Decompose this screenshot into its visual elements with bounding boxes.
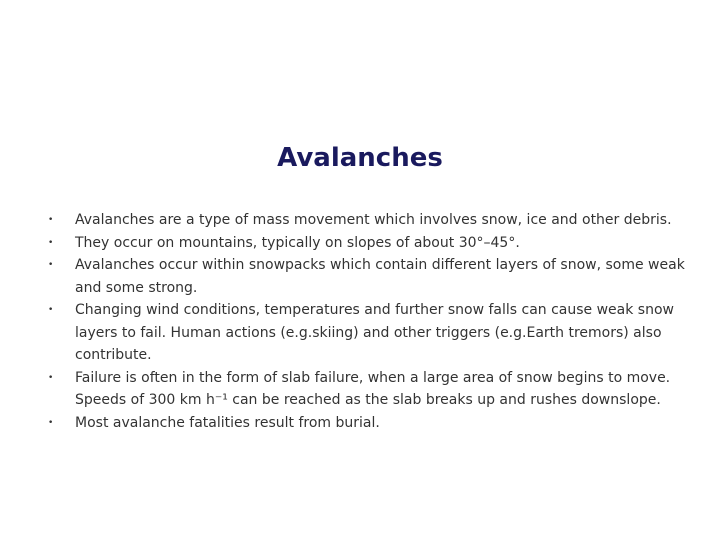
bullet-item [48,254,688,299]
bullet-text: Avalanches are a type of mass movement which involves snow, ice and other debris. [75,212,672,228]
bullet-item [48,367,688,412]
bullet-text: Failure is often in the form of slab failure, when a large area of snow begins to move. Speeds of 300 km h⁻¹ can be reached as the slab breaks up and rushes downslope. [75,369,671,408]
bullet-marker: • [48,417,54,428]
bullet-item [48,209,688,232]
bullet-marker: • [48,260,54,270]
bullet-marker: • [48,372,54,383]
bullet-item [48,299,688,367]
bullet-marker: • [48,237,54,248]
bullet-text: They occur on mountains, typically on slopes of about 30°–45°. [75,234,520,251]
bullet-marker: • [48,215,54,225]
bullet-marker: • [48,305,54,315]
bullet-text: Changing wind conditions, temperatures and further snow falls can cause weak snow layers to fail. Human actions (e.g.skiing) and other triggers (e.g.Earth tremors) also contribute. [75,302,674,363]
slide-title: Avalanches [277,143,443,173]
bullet-list [48,209,688,434]
bullet-item [48,412,688,435]
bullet-text: Most avalanche fatalities result from burial. [75,414,380,431]
bullet-item [48,232,688,255]
bullet-text: Avalanches occur within snowpacks which contain different layers of snow, some weak and some strong. [75,257,685,296]
